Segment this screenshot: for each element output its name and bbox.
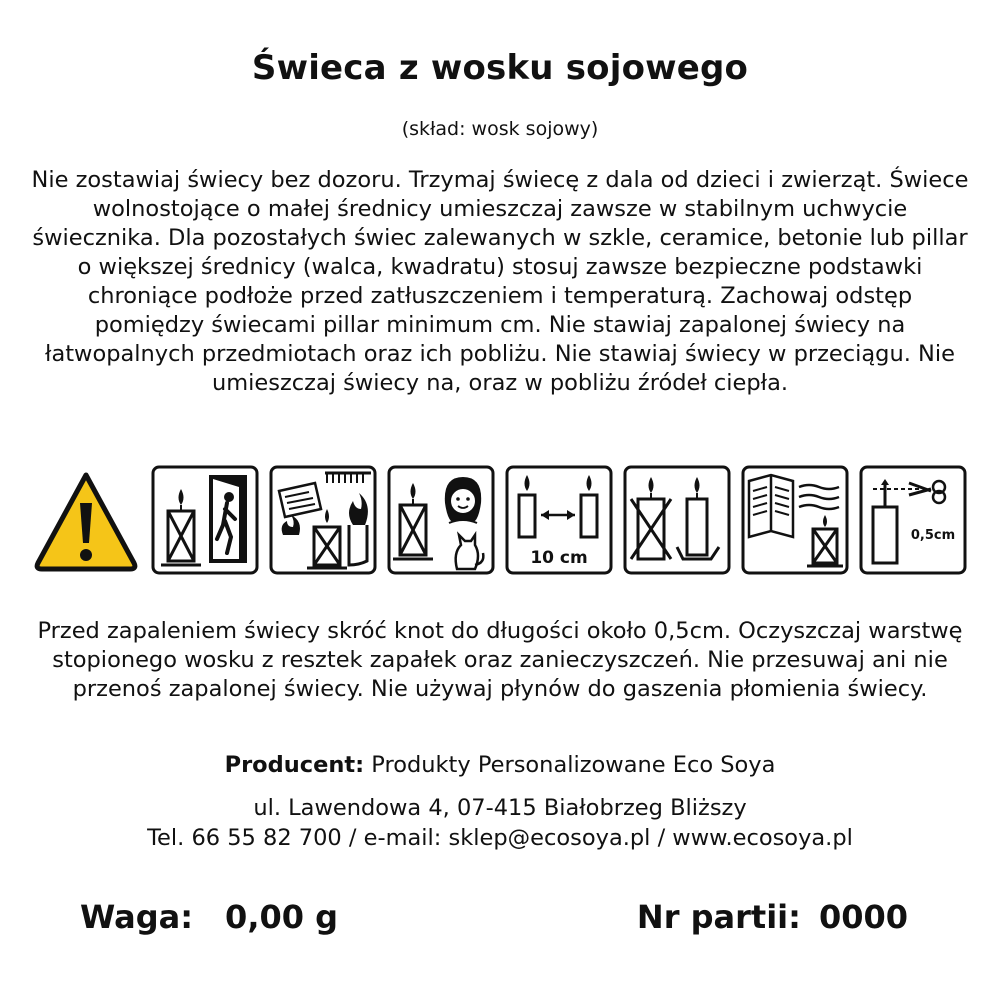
batch-field — [637, 898, 908, 936]
producer-name: Produkty Personalizowane Eco Soya — [371, 752, 776, 778]
draft-icon — [743, 467, 847, 573]
weight-field — [80, 898, 338, 936]
composition-subtitle: (skład: wosk sojowy) — [401, 118, 599, 140]
batch-value: 0000 — [818, 898, 908, 936]
distance-label: 10 cm — [530, 548, 588, 568]
flammable-objects-icon — [271, 467, 375, 573]
producer-line — [0, 752, 1000, 778]
producer-contact: Tel. 66 55 82 700 / e-mail: sklep@ecosoya.pl / www.ecosoya.pl — [147, 825, 853, 851]
candle-unattended-icon — [153, 467, 257, 573]
candle-distance-icon — [507, 467, 611, 573]
safety-warning-text: Nie zostawiaj świecy bez dozoru. Trzymaj świecę z dala od dzieci i zwierząt. Świece wolnostojące o małej średnicy umieszczaj zawsze w stabilnym uchwycie świecznika. Dla pozostałych świec zalewanych w szkle, ceramice, betonie lub pillar o większej średnicy (walca, kwadratu) stosuj zawsze bezpieczne podstawki chroniące podłoże przed zatłuszczeniem i temperaturą. Zachowaj odstęp pomiędzy świecami pillar minimum cm. Nie stawiaj zapalonej świecy na łatwopalnych przedmiotach oraz ich pobliżu. Nie stawiaj świecy w przeciągu. Nie umieszczaj świecy na, oraz w pobliżu źródeł ciepła. — [31, 167, 969, 396]
producer-label: Producent: — [224, 752, 365, 778]
producer-address: ul. Lawendowa 4, 07-415 Białobrzeg Bliższy — [253, 795, 747, 821]
wick-length-label: 0,5cm — [910, 528, 956, 543]
trim-wick-icon — [861, 467, 965, 573]
safety-icons-row — [30, 465, 970, 577]
weight-label: Waga: — [80, 898, 194, 936]
weight-value: 0,00 g — [225, 898, 339, 936]
care-instructions-text: Przed zapaleniem świecy skróć knot do długości około 0,5cm. Oczyszczaj warstwę stopionego wosku z resztek zapałek oraz zanieczyszczeń. Nie przesuwaj ani nie przenoś zapalonej świecy. Nie używaj płynów do gaszenia płomienia świecy. — [37, 618, 963, 702]
producer-contact-block — [0, 793, 1000, 853]
safety-icons-svg — [30, 465, 970, 577]
children-pets-icon — [389, 467, 493, 573]
candle-holder-icon — [625, 467, 729, 573]
page-title: Świeca z wosku sojowego — [251, 48, 749, 88]
warning-triangle-icon — [37, 475, 135, 569]
batch-label: Nr partii: — [636, 898, 801, 936]
